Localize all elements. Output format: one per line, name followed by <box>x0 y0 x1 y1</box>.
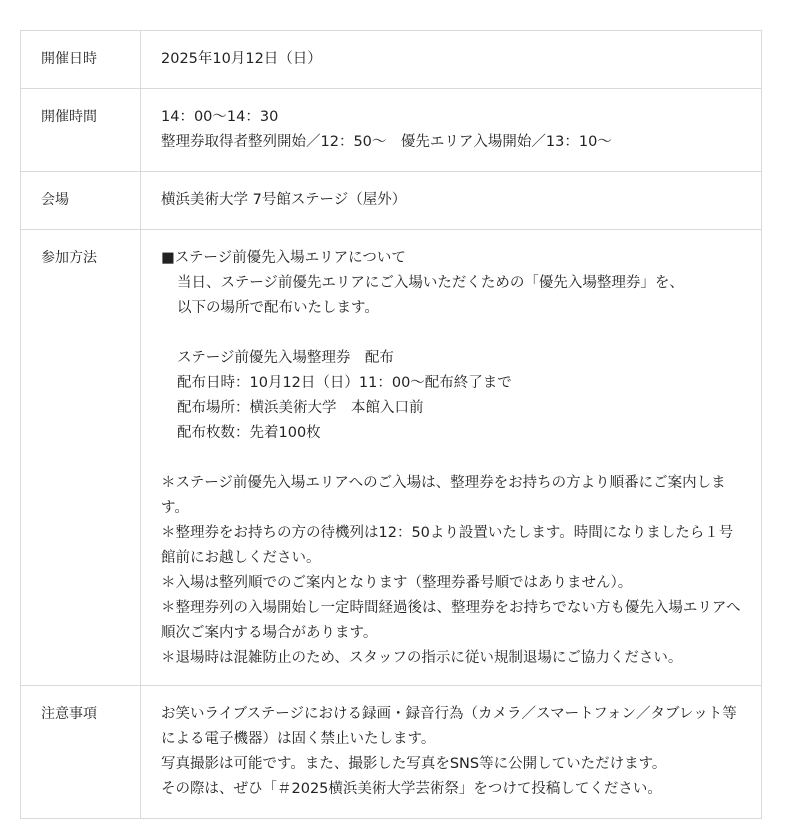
event-info-table <box>20 30 762 819</box>
distribution-line: 配布日時：10月12日（日）11：00～配布終了まで <box>177 375 512 391</box>
method-label: 参加方法 <box>21 230 141 686</box>
distribution-line: 配布枚数：先着100枚 <box>177 425 321 441</box>
date-text: 2025年10月12日（日） <box>161 51 322 67</box>
notes-value <box>141 686 762 819</box>
venue-text: 横浜美術大学 7号館ステージ（屋外） <box>161 192 407 208</box>
method-note: ＊退場時は混雑防止のため、スタッフの指示に従い規制退場にご協力ください。 <box>161 650 683 666</box>
method-intro-line: 当日、ステージ前優先エリアにご入場いただくための「優先入場整理券」を、 <box>177 275 684 291</box>
distribution-line: 配布場所：横浜美術大学 本館入口前 <box>177 400 424 416</box>
distribution-line: ステージ前優先入場整理券 配布 <box>177 350 394 366</box>
method-value <box>141 230 762 686</box>
notes-paragraph: その際は、ぜひ「＃2025横浜美術大学芸術祭」をつけて投稿してください。 <box>161 781 662 797</box>
method-note: ＊整理券をお持ちの方の待機列は12：50より設置いたします。時間になりましたら１号館前にお越しください。 <box>161 525 734 566</box>
time-line: 整理券取得者整列開始／12：50～ 優先エリア入場開始／13：10～ <box>161 134 612 150</box>
method-intro-line: 以下の場所で配布いたします。 <box>177 300 379 316</box>
method-heading: ■ステージ前優先入場エリアについて <box>161 250 406 266</box>
notes-paragraph: お笑いライブステージにおける録画・録音行為（カメラ／スマートフォン／タブレット等による電子機器）は固く禁止いたします。 <box>161 706 737 747</box>
venue-value <box>141 172 762 230</box>
time-label: 開催時間 <box>21 89 141 172</box>
table-row-time <box>21 89 762 172</box>
method-note: ＊整理券列の入場開始し一定時間経過後は、整理券をお持ちでない方も優先入場エリアへ順次ご案内する場合があります。 <box>161 600 741 641</box>
table-row-method <box>21 230 762 686</box>
notes-paragraph: 写真撮影は可能です。また、撮影した写真をSNS等に公開していただけます。 <box>161 756 667 772</box>
time-value <box>141 89 762 172</box>
date-value <box>141 31 762 89</box>
date-label: 開催日時 <box>21 31 141 89</box>
method-note: ＊ステージ前優先入場エリアへのご入場は、整理券をお持ちの方より順番にご案内します。 <box>161 475 726 516</box>
notes-label: 注意事項 <box>21 686 141 819</box>
table-row-venue <box>21 172 762 230</box>
table-row-date <box>21 31 762 89</box>
table-row-notes <box>21 686 762 819</box>
spacer <box>161 446 745 471</box>
method-note: ＊入場は整列順でのご案内となります（整理券番号順ではありません）。 <box>161 575 633 591</box>
time-line: 14：00～14：30 <box>161 109 279 125</box>
venue-label: 会場 <box>21 172 141 230</box>
spacer <box>161 321 745 346</box>
